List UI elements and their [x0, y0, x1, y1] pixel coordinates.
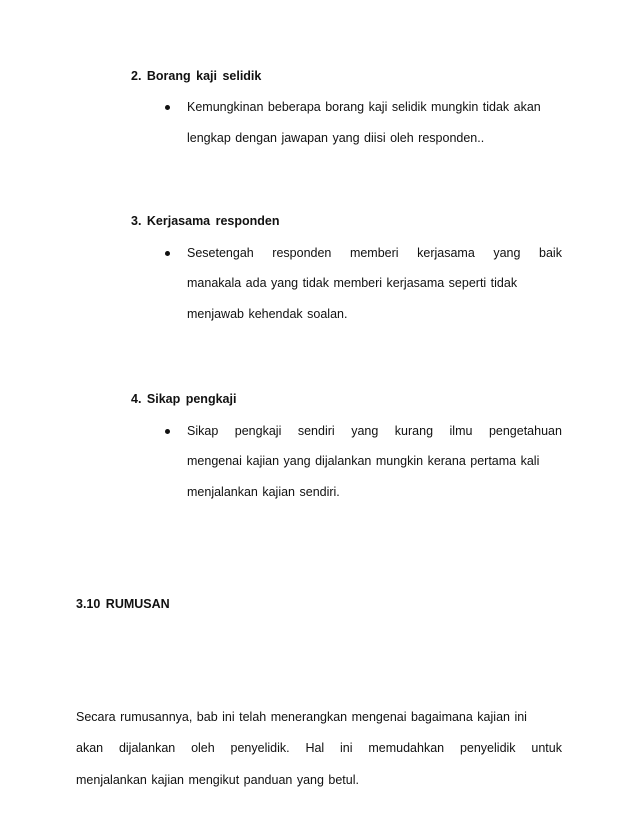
- rumusan-heading: 3.10 RUMUSAN: [76, 597, 170, 611]
- word: Hal: [305, 741, 325, 755]
- paragraph-line: menjawab kehendak soalan.: [187, 307, 348, 321]
- bullet-icon: [165, 429, 170, 434]
- word: yang: [351, 424, 379, 438]
- word: pengetahuan: [488, 424, 562, 438]
- word: untuk: [531, 741, 562, 755]
- word: oleh: [191, 741, 215, 755]
- paragraph-line: lengkap dengan jawapan yang diisi oleh responden..: [187, 131, 485, 145]
- word: memudahkan: [368, 741, 445, 755]
- word: memberi: [349, 246, 399, 260]
- word: kerjasama: [417, 246, 475, 260]
- justified-line: [76, 741, 562, 755]
- word: ini: [340, 741, 353, 755]
- word: penyelidik.: [230, 741, 290, 755]
- paragraph-line: manakala ada yang tidak memberi kerjasama seperti tidak: [187, 276, 518, 290]
- paragraph-line: menjalankan kajian mengikut panduan yang betul.: [76, 773, 359, 787]
- word: penyelidik: [459, 741, 516, 755]
- word: sendiri: [297, 424, 335, 438]
- word: dijalankan: [118, 741, 176, 755]
- word: yang: [493, 246, 521, 260]
- section-heading-sikap: 4. Sikap pengkaji: [131, 392, 237, 406]
- word: baik: [539, 246, 562, 260]
- bullet-icon: [165, 251, 170, 256]
- justified-line: [187, 424, 562, 438]
- word: Sesetengah: [187, 246, 254, 260]
- section-heading-kerjasama: 3. Kerjasama responden: [131, 214, 280, 228]
- paragraph-line: mengenai kajian yang dijalankan mungkin kerana pertama kali: [187, 454, 540, 468]
- paragraph-line: Kemungkinan beberapa borang kaji selidik mungkin tidak akan: [187, 100, 541, 114]
- paragraph-line: menjalankan kajian sendiri.: [187, 485, 340, 499]
- bullet-icon: [165, 105, 170, 110]
- justified-line: [187, 246, 562, 260]
- word: ilmu: [449, 424, 473, 438]
- word: Sikap: [187, 424, 219, 438]
- section-heading-borang: 2. Borang kaji selidik: [131, 69, 262, 83]
- word: pengkaji: [234, 424, 282, 438]
- word: responden: [272, 246, 332, 260]
- paragraph-line: Secara rumusannya, bab ini telah menerangkan mengenai bagaimana kajian ini: [76, 710, 527, 724]
- word: kurang: [394, 424, 434, 438]
- word: akan: [76, 741, 104, 755]
